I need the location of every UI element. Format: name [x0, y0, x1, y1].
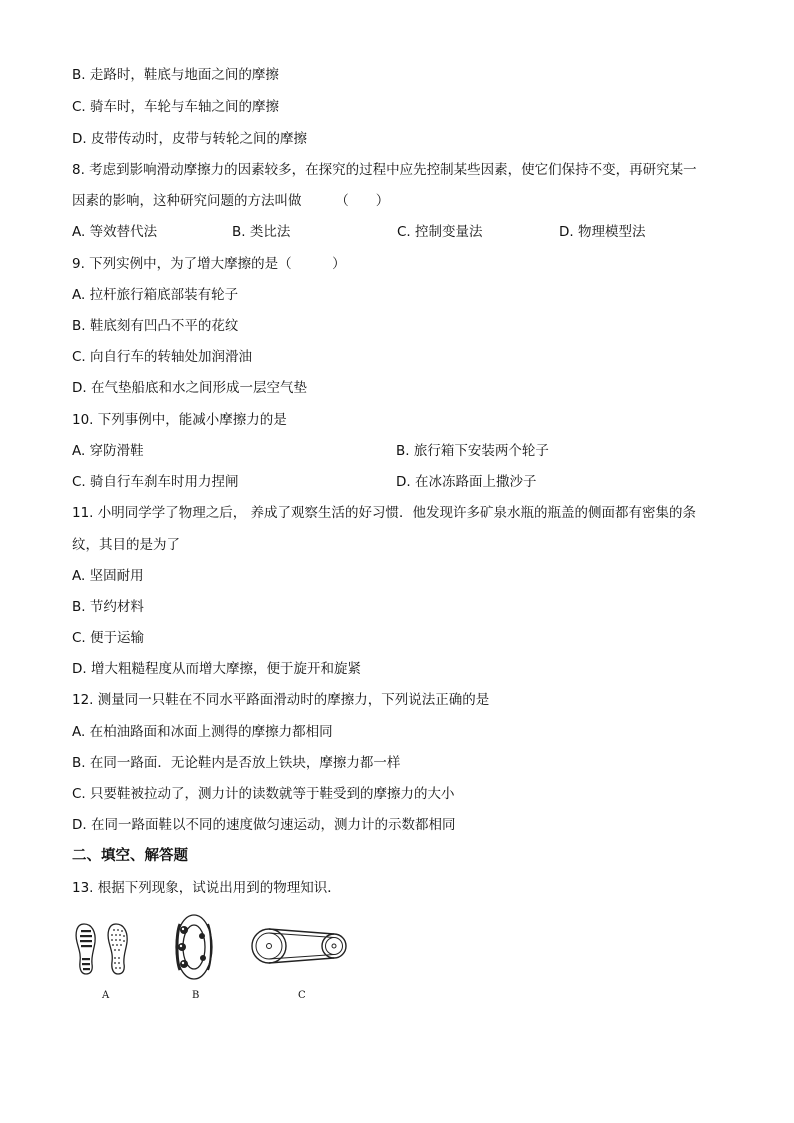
q10-text: 10. 下列事例中，能减小摩擦力的是	[72, 412, 287, 428]
figure-label-b: B	[192, 990, 200, 1001]
q12-option-c: C. 只要鞋被拉动了，测力计的读数就等于鞋受到的摩擦力的大小	[72, 786, 455, 802]
q12-option-a: A. 在柏油路面和冰面上测得的摩擦力都相同	[72, 724, 333, 740]
prev-option-c: C. 骑车时，车轮与车轴之间的摩擦	[72, 99, 280, 115]
q13-text: 13. 根据下列现象，试说出用到的物理知识．	[72, 880, 341, 896]
prev-option-d: D. 皮带传动时，皮带与转轮之间的摩擦	[72, 131, 307, 147]
q8-text-line2: 因素的影响，这种研究问题的方法叫做 （ ）	[72, 193, 390, 209]
q11-option-c: C. 便于运输	[72, 630, 145, 646]
figure-label-c: C	[298, 990, 306, 1001]
q10-option-b: B. 旅行箱下安装两个轮子	[396, 443, 549, 459]
q12-option-b: B. 在同一路面．无论鞋内是否放上铁块，摩擦力都一样	[72, 755, 401, 771]
prev-option-b: B. 走路时，鞋底与地面之间的摩擦	[72, 67, 279, 83]
q11-text-line2: 纹，其目的是为了	[72, 537, 180, 553]
q11-option-d: D. 增大粗糙程度从而增大摩擦，便于旋开和旋紧	[72, 661, 361, 677]
q9-option-d: D. 在气垫船底和水之间形成一层空气垫	[72, 380, 307, 396]
q8-text-line1: 8. 考虑到影响滑动摩擦力的因素较多，在探究的过程中应先控制某些因素，使它们保持不变，再研究某一	[72, 162, 697, 178]
belt-drive-figure	[250, 926, 350, 966]
q9-option-c: C. 向自行车的转轴处加润滑油	[72, 349, 253, 365]
q8-option-a: A. 等效替代法	[72, 224, 158, 240]
shoe-soles-figure	[72, 920, 134, 976]
q8-option-b: B. 类比法	[232, 224, 291, 240]
q8-option-c: C. 控制变量法	[397, 224, 483, 240]
q11-text-line1: 11. 小明同学学了物理之后， 养成了观察生活的好习惯．他发现许多矿泉水瓶的瓶盖的侧面都有密集的条	[72, 505, 697, 521]
q10-option-d: D. 在冰冻路面上撒沙子	[396, 474, 537, 490]
q11-option-a: A. 坚固耐用	[72, 568, 144, 584]
q10-option-a: A. 穿防滑鞋	[72, 443, 144, 459]
q9-option-a: A. 拉杆旅行箱底部装有轮子	[72, 287, 239, 303]
q9-text: 9. 下列实例中，为了增大摩擦的是（ ）	[72, 256, 346, 272]
q9-option-b: B. 鞋底刻有凹凸不平的花纹	[72, 318, 239, 334]
section-heading: 二、填空、解答题	[72, 848, 188, 864]
q12-option-d: D. 在同一路面鞋以不同的速度做匀速运动，测力计的示数都相同	[72, 817, 456, 833]
figure-label-a: A	[102, 990, 110, 1001]
q10-option-c: C. 骑自行车刹车时用力捏闸	[72, 474, 239, 490]
q8-option-d: D. 物理模型法	[559, 224, 646, 240]
q12-text: 12. 测量同一只鞋在不同水平路面滑动时的摩擦力，下列说法正确的是	[72, 692, 490, 708]
right-sole-icon	[108, 924, 127, 974]
ball-bearing-figure	[172, 912, 216, 982]
q11-option-b: B. 节约材料	[72, 599, 144, 615]
